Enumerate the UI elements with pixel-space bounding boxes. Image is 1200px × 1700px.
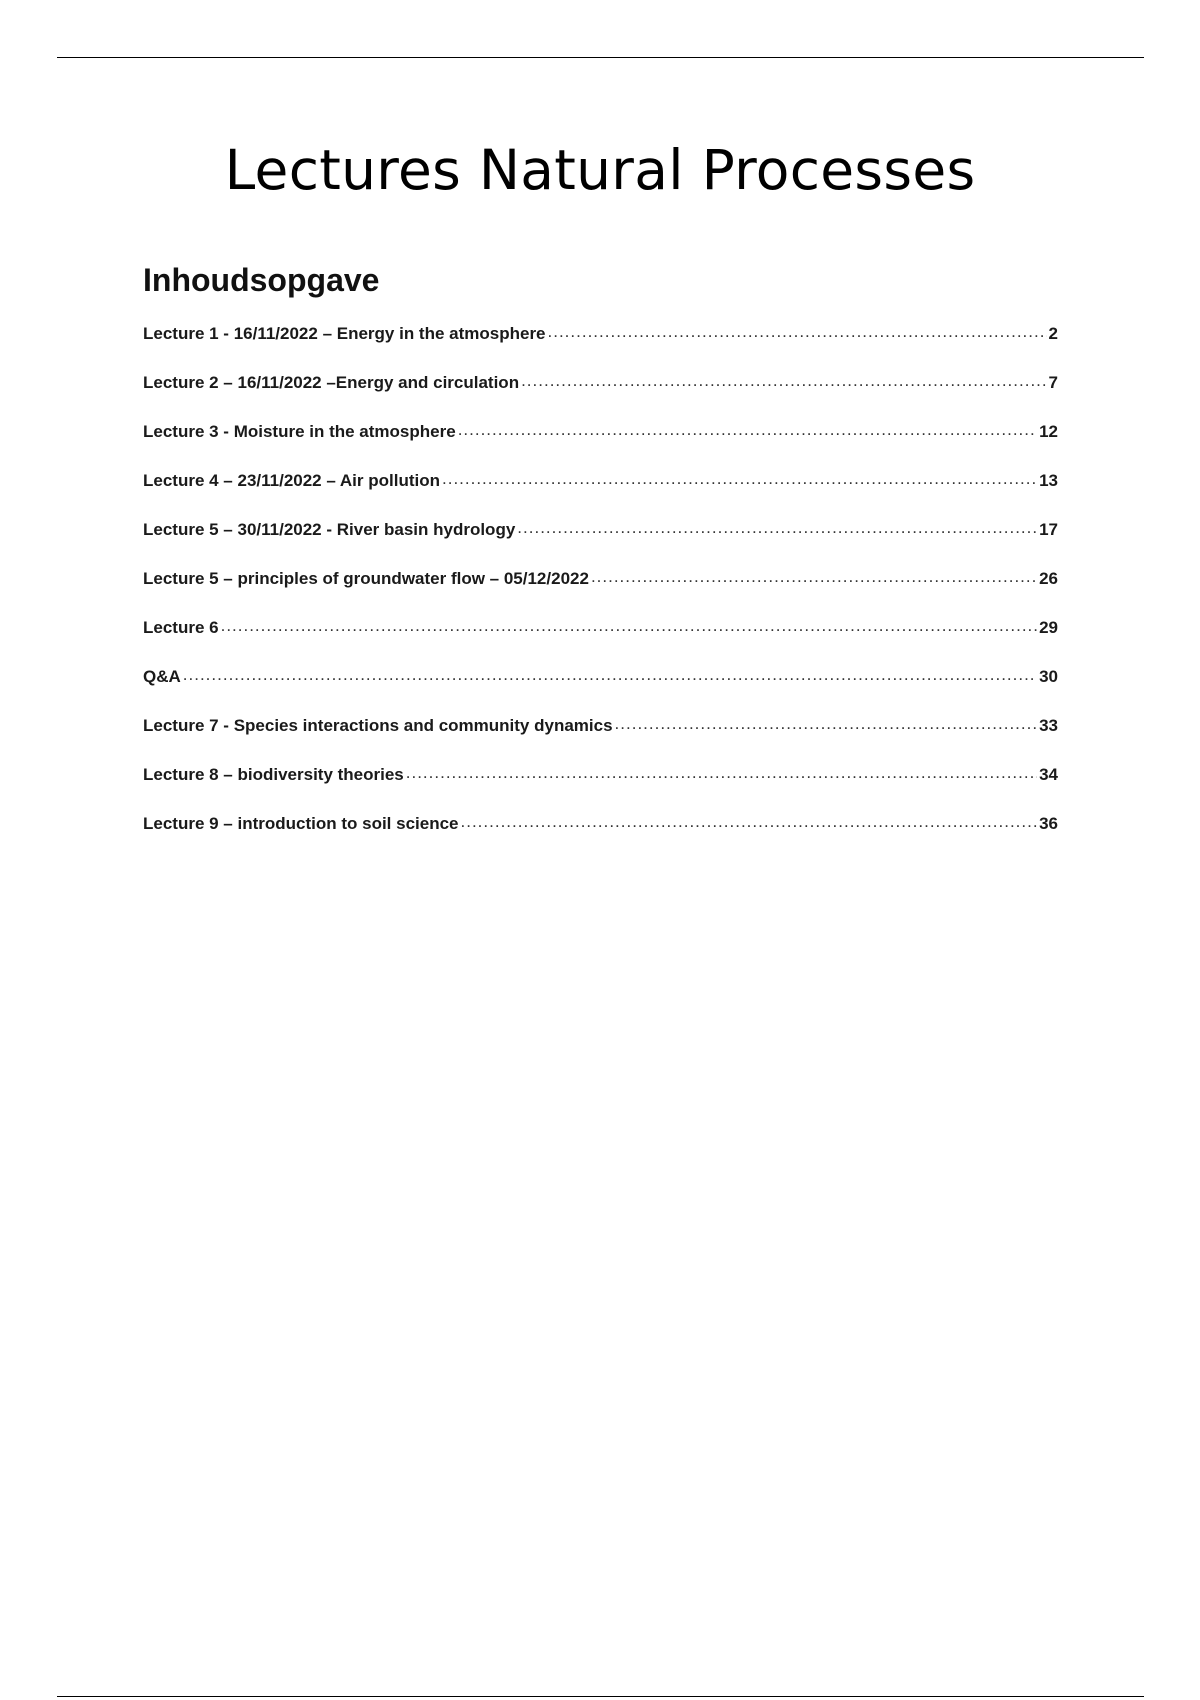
toc-page-number: 29 [1039,618,1058,637]
toc-entry-label: Lecture 8 – biodiversity theories [143,765,404,784]
toc-entry[interactable] [143,763,1058,812]
toc-dot-leader [442,469,1037,486]
toc-entry[interactable] [143,567,1058,616]
table-of-contents [143,322,1058,861]
toc-page-number: 30 [1039,667,1058,686]
toc-entry[interactable] [143,665,1058,714]
toc-entry[interactable] [143,420,1058,469]
toc-dot-leader [517,518,1037,535]
toc-dot-leader [461,812,1038,829]
toc-page-number: 7 [1048,373,1058,392]
toc-dot-leader [521,371,1046,388]
toc-page-number: 2 [1048,324,1058,343]
toc-entry-label: Lecture 9 – introduction to soil science [143,814,459,833]
toc-entry[interactable] [143,371,1058,420]
toc-dot-leader [548,322,1047,339]
toc-entry-label: Lecture 1 - 16/11/2022 – Energy in the atmosphere [143,324,546,343]
header-rule [57,57,1144,58]
toc-dot-leader [221,616,1037,633]
toc-dot-leader [183,665,1037,682]
toc-page-number: 26 [1039,569,1058,588]
toc-entry-label: Lecture 2 – 16/11/2022 –Energy and circulation [143,373,520,392]
toc-dot-leader [458,420,1037,437]
toc-page-number: 36 [1039,814,1058,833]
toc-entry-label: Lecture 6 [143,618,219,637]
footer-rule [57,1696,1144,1697]
toc-entry[interactable] [143,469,1058,518]
toc-entry-label: Lecture 4 – 23/11/2022 – Air pollution [143,471,440,490]
toc-page-number: 33 [1039,716,1058,735]
toc-entry-label: Q&A [143,667,181,686]
toc-page-number: 17 [1039,520,1058,539]
toc-page-number: 13 [1039,471,1058,490]
toc-dot-leader [615,714,1038,731]
toc-entry[interactable] [143,616,1058,665]
toc-entry[interactable] [143,812,1058,861]
toc-dot-leader [406,763,1037,780]
toc-entry[interactable] [143,714,1058,763]
toc-entry-label: Lecture 3 - Moisture in the atmosphere [143,422,456,441]
toc-dot-leader [591,567,1037,584]
toc-entry[interactable] [143,518,1058,567]
toc-entry-label: Lecture 5 – 30/11/2022 - River basin hydrology [143,520,516,539]
document-title: Lectures Natural Processes [224,138,976,202]
toc-entry-label: Lecture 5 – principles of groundwater flow – 05/12/2022 [143,569,589,588]
toc-page-number: 34 [1039,765,1058,784]
toc-entry-label: Lecture 7 - Species interactions and community dynamics [143,716,613,735]
toc-heading: Inhoudsopgave [143,262,380,298]
toc-entry[interactable] [143,322,1058,371]
toc-page-number: 12 [1039,422,1058,441]
